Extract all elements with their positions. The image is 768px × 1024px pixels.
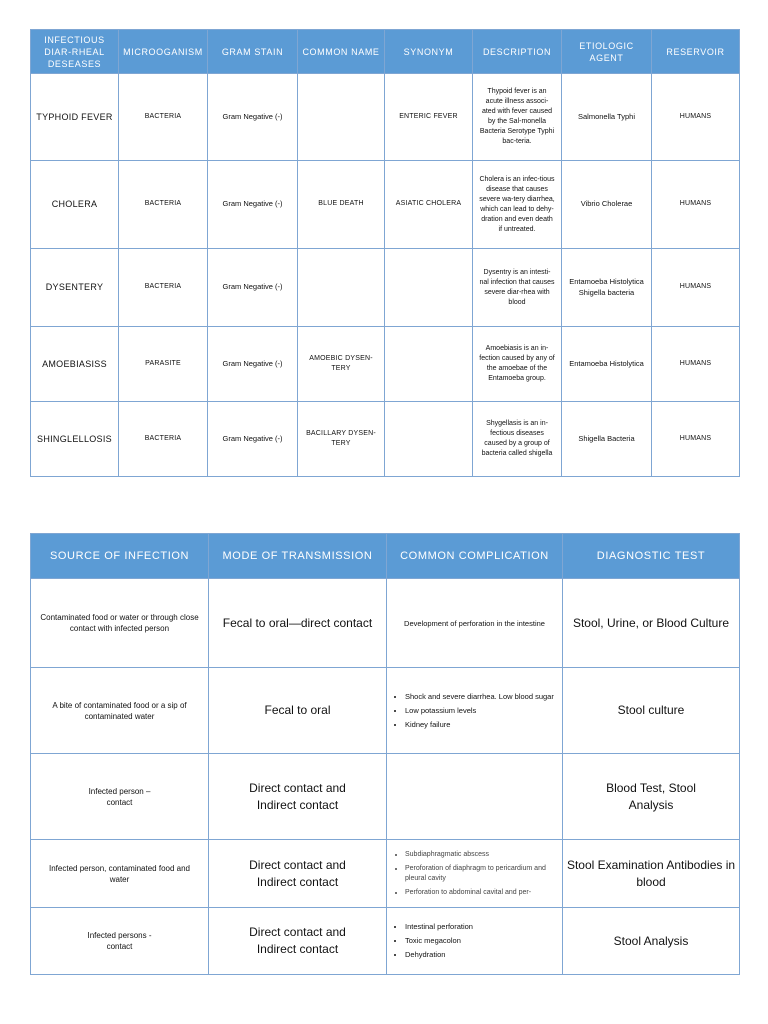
list-item: • Perforation to abdominal cavital and per-	[405, 888, 558, 898]
synonym-cell	[385, 402, 473, 477]
reservoir-cell: HUMANS	[652, 74, 740, 161]
list-item: • Shock and severe diarrhea. Low blood sugar	[405, 692, 558, 702]
table-header-row	[31, 30, 740, 74]
synonym-cell: ENTERIC FEVER	[385, 74, 473, 161]
common-name-cell: BLUE DEATH	[298, 161, 385, 249]
table-row	[31, 754, 740, 840]
reservoir-cell: HUMANS	[652, 161, 740, 249]
mode-cell: Direct contact and Indirect contact	[209, 908, 387, 975]
header-etiologic-agent: ETIOLOGIC AGENT	[562, 30, 652, 74]
common-name-cell: AMOEBIC DYSEN-TERY	[298, 327, 385, 402]
table-row	[31, 908, 740, 975]
complication-cell	[387, 840, 563, 908]
diseases-table	[30, 29, 740, 477]
disease-cell: SHINGLELLOSIS	[31, 402, 119, 477]
table-row	[31, 161, 740, 249]
list-item: • Intestinal perforation	[405, 922, 558, 932]
list-item: • Dehydration	[405, 950, 558, 960]
etiologic-agent-cell: Shigella Bacteria	[562, 402, 652, 477]
header-source: SOURCE OF INFECTION	[31, 534, 209, 579]
header-complication: COMMON COMPLICATION	[387, 534, 563, 579]
microorganism-cell: BACTERIA	[119, 161, 208, 249]
header-common-name: COMMON NAME	[298, 30, 385, 74]
diagnostic-cell: Stool, Urine, or Blood Culture	[563, 579, 740, 668]
complication-list	[391, 692, 558, 730]
complication-cell: Development of perforation in the intestine	[387, 579, 563, 668]
reservoir-cell: HUMANS	[652, 402, 740, 477]
common-name-cell	[298, 249, 385, 327]
header-diagnostic: DIAGNOSTIC TEST	[563, 534, 740, 579]
description-cell: Shygellasis is an in-fectious diseases caused by a group of bacteria called shigella	[473, 402, 562, 477]
etiologic-agent-cell: Entamoeba Histolytica Shigella bacteria	[562, 249, 652, 327]
complication-list	[391, 922, 558, 960]
source-cell: Infected person, contaminated food and water	[31, 840, 209, 908]
mode-cell: Direct contact and Indirect contact	[209, 754, 387, 840]
synonym-cell	[385, 327, 473, 402]
common-name-cell: BACILLARY DYSEN-TERY	[298, 402, 385, 477]
header-reservoir: RESERVOIR	[652, 30, 740, 74]
source-cell: Infected person – contact	[31, 754, 209, 840]
source-cell: Infected persons - contact	[31, 908, 209, 975]
microorganism-cell: BACTERIA	[119, 402, 208, 477]
description-cell: Cholera is an infec-tious disease that causes severe wa-tery diarrhea, which can lead to dehy-dration and even death if untreated.	[473, 161, 562, 249]
reservoir-cell: HUMANS	[652, 249, 740, 327]
table-row	[31, 327, 740, 402]
diagnostic-cell: Stool culture	[563, 668, 740, 754]
complication-cell	[387, 754, 563, 840]
gram-stain-cell: Gram Negative (-)	[208, 249, 298, 327]
disease-cell: DYSENTERY	[31, 249, 119, 327]
header-disease: INFECTIOUS DIAR-RHEAL DESEASES	[31, 30, 119, 74]
source-cell: A bite of contaminated food or a sip of contaminated water	[31, 668, 209, 754]
mode-cell: Fecal to oral	[209, 668, 387, 754]
table-row	[31, 668, 740, 754]
description-cell: Thypoid fever is an acute illness associ-ated with fever caused by the Sal-monella Bacteria Serotype Typhi bac-teria.	[473, 74, 562, 161]
mode-cell: Direct contact and Indirect contact	[209, 840, 387, 908]
table-row	[31, 249, 740, 327]
table-row	[31, 579, 740, 668]
gram-stain-cell: Gram Negative (-)	[208, 327, 298, 402]
microorganism-cell: BACTERIA	[119, 249, 208, 327]
common-name-cell	[298, 74, 385, 161]
list-item: • Kidney failure	[405, 720, 558, 730]
gram-stain-cell: Gram Negative (-)	[208, 161, 298, 249]
header-microorganism: MICROOGANISM	[119, 30, 208, 74]
microorganism-cell: BACTERIA	[119, 74, 208, 161]
reservoir-cell: HUMANS	[652, 327, 740, 402]
header-mode: MODE OF TRANSMISSION	[209, 534, 387, 579]
table-row	[31, 402, 740, 477]
table-row	[31, 74, 740, 161]
microorganism-cell: PARASITE	[119, 327, 208, 402]
etiologic-agent-cell: Vibrio Cholerae	[562, 161, 652, 249]
transmission-table	[30, 533, 740, 975]
table-header-row	[31, 534, 740, 579]
source-cell: Contaminated food or water or through close contact with infected person	[31, 579, 209, 668]
list-item: • Peroforation of diaphragm to pericardium and pleural cavity	[405, 864, 558, 884]
list-item: • Toxic megacolon	[405, 936, 558, 946]
header-gram-stain: GRAM STAIN	[208, 30, 298, 74]
complication-list	[391, 850, 558, 898]
synonym-cell: ASIATIC CHOLERA	[385, 161, 473, 249]
list-item: • Low potassium levels	[405, 706, 558, 716]
disease-cell: TYPHOID FEVER	[31, 74, 119, 161]
diagnostic-cell: Blood Test, Stool Analysis	[563, 754, 740, 840]
complication-cell	[387, 668, 563, 754]
disease-cell: CHOLERA	[31, 161, 119, 249]
description-cell: Amoebiasis is an in-fection caused by any of the amoebae of the Entamoeba group.	[473, 327, 562, 402]
header-synonym: SYNONYM	[385, 30, 473, 74]
diagnostic-cell: Stool Analysis	[563, 908, 740, 975]
description-cell: Dysentry is an intesti-nal infection that causes severe diar-rhea with blood	[473, 249, 562, 327]
table-row	[31, 840, 740, 908]
list-item: • Subdiaphragmatic abscess	[405, 850, 558, 860]
gram-stain-cell: Gram Negative (-)	[208, 74, 298, 161]
header-description: DESCRIPTION	[473, 30, 562, 74]
mode-cell: Fecal to oral—direct contact	[209, 579, 387, 668]
diagnostic-cell: Stool Examination Antibodies in blood	[563, 840, 740, 908]
etiologic-agent-cell: Salmonella Typhi	[562, 74, 652, 161]
disease-cell: AMOEBIASISS	[31, 327, 119, 402]
etiologic-agent-cell: Entamoeba Histolytica	[562, 327, 652, 402]
synonym-cell	[385, 249, 473, 327]
complication-cell	[387, 908, 563, 975]
gram-stain-cell: Gram Negative (-)	[208, 402, 298, 477]
